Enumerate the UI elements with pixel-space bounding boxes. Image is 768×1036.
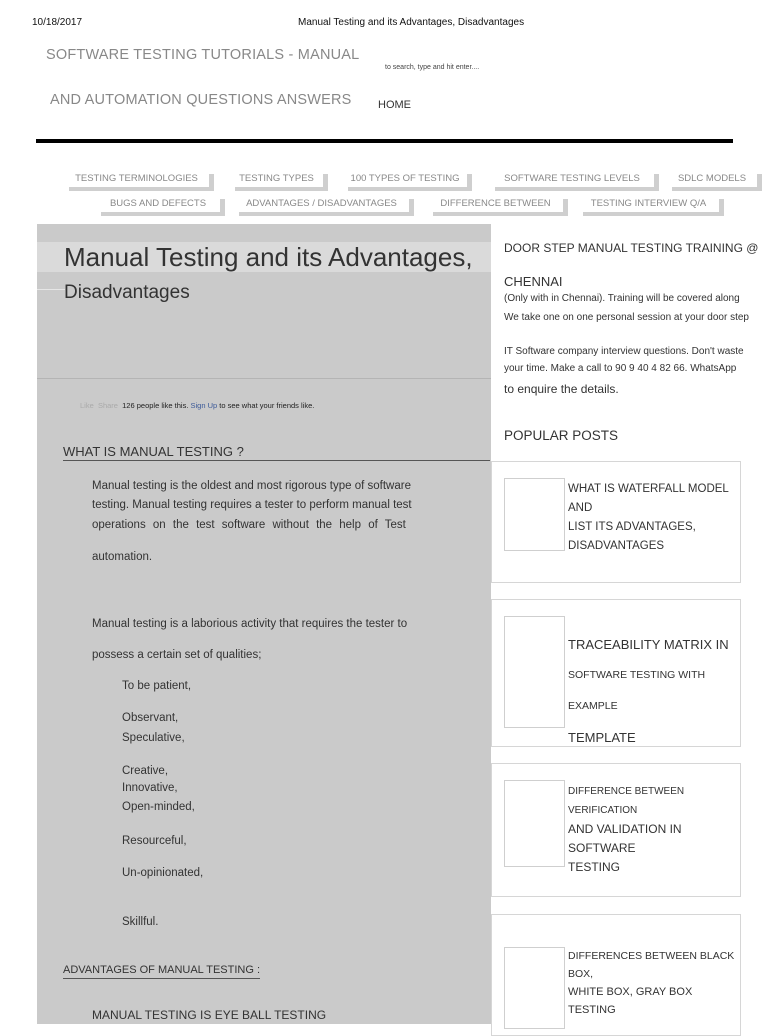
facebook-like-bar [80,401,314,410]
quality-item: Creative, [122,765,169,777]
popular-post-title-line: DISADVANTAGES [568,540,665,552]
paragraph-line: Manual testing is a laborious activity that requires the tester to [92,618,408,630]
popular-post-title[interactable] [568,480,740,556]
post-title-line-2: Disadvantages [64,282,190,303]
training-text-line: IT Software company interview questions. Don't waste [504,346,744,357]
post-title-line-1: Manual Testing and its Advantages, [64,242,473,272]
training-heading-line-1: DOOR STEP MANUAL TESTING TRAINING @ [504,241,759,255]
popular-post-title-line: AND VALIDATION IN SOFTWARE [568,822,682,855]
popular-post-title-line: DIFFERENCE BETWEEN VERIFICATION [568,786,685,816]
post-thumbnail[interactable] [504,616,565,728]
popular-post-card[interactable] [491,461,741,583]
popular-post-title-line: DIFFERENCES BETWEEN BLACK BOX, [568,950,735,980]
popular-posts-heading: POPULAR POSTS [504,428,619,443]
popular-post-title-line: TEMPLATE [568,730,636,745]
site-title-line-1[interactable]: SOFTWARE TESTING TUTORIALS - MANUAL [46,47,360,63]
nav-item-sdlc-models[interactable]: SDLC MODELS [667,170,757,187]
like-button[interactable]: Like [80,401,94,410]
signup-link[interactable]: Sign Up [190,401,218,410]
training-heading-line-2: CHENNAI [504,274,563,289]
popular-post-title[interactable] [568,947,740,1019]
popular-post-title-line: LIST ITS ADVANTAGES, [568,521,696,533]
nav-item-testing-interview-qa[interactable]: TESTING INTERVIEW Q/A [578,195,719,212]
paragraph-line: possess a certain set of qualities; [92,649,262,661]
popular-post-title-line: SOFTWARE TESTING WITH EXAMPLE [568,669,706,712]
paragraph-line: operations on the test software without the help of Test [92,519,406,531]
popular-post-title[interactable] [568,629,740,753]
title-separator [37,378,491,379]
nav-item-testing-types[interactable]: TESTING TYPES [230,170,323,187]
quality-item: Resourceful, [122,835,187,847]
like-count: 126 people like this. [122,401,189,410]
nav-home-link[interactable]: HOME [378,99,411,111]
header-divider [36,139,733,143]
section-heading-what-is-manual-testing: WHAT IS MANUAL TESTING ? [63,444,490,461]
section-heading-advantages: ADVANTAGES OF MANUAL TESTING : [63,964,260,979]
training-text-line: We take one on one personal session at your door step [504,312,749,323]
popular-post-title-line: WHITE BOX, GRAY BOX TESTING [568,986,693,1016]
quality-item: Innovative, [122,782,178,794]
training-text-line: your time. Make a call to 90 9 40 4 82 66. WhatsApp [504,363,737,374]
print-page-title: Manual Testing and its Advantages, Disadvantages [298,17,525,28]
quality-item: Open-minded, [122,801,195,813]
popular-post-card[interactable] [491,599,741,747]
subheading-eye-ball-testing: MANUAL TESTING IS EYE BALL TESTING [92,1008,327,1022]
nav-item-testing-terminologies[interactable]: TESTING TERMINOLOGIES [64,170,209,187]
paragraph-line: automation. [92,551,153,563]
paragraph-line: testing. Manual testing requires a tester to perform manual test [92,499,412,511]
post-thumbnail[interactable] [504,478,565,551]
nav-item-100-types-of-testing[interactable]: 100 TYPES OF TESTING [343,170,467,187]
post-thumbnail[interactable] [504,780,565,867]
popular-post-card[interactable] [491,763,741,897]
share-button[interactable]: Share [97,401,118,410]
nav-item-advantages-disadvantages[interactable]: ADVANTAGES / DISADVANTAGES [234,195,409,212]
popular-post-title-line: WHAT IS WATERFALL MODEL AND [568,483,729,514]
print-date: 10/18/2017 [32,17,83,28]
popular-post-title-line: TRACEABILITY MATRIX IN [568,637,729,652]
popular-post-card[interactable] [491,914,741,1036]
nav-item-bugs-and-defects[interactable]: BUGS AND DEFECTS [96,195,220,212]
quality-item: Un-opinionated, [122,867,204,879]
post-thumbnail[interactable] [504,947,565,1029]
quality-item: To be patient, [122,680,192,692]
search-input[interactable]: to search, type and hit enter.... [385,64,480,71]
title-accent-line [37,289,65,290]
popular-post-title[interactable] [568,782,740,877]
training-text-line: to enquire the details. [504,382,619,396]
nav-item-difference-between[interactable]: DIFFERENCE BETWEEN [428,195,563,212]
paragraph-line: Manual testing is the oldest and most rigorous type of software [92,480,411,492]
training-text-line: (Only with in Chennai). Training will be covered along [504,293,740,304]
quality-item: Speculative, [122,732,185,744]
popular-post-title-line: TESTING [568,860,621,874]
site-title-line-2[interactable]: AND AUTOMATION QUESTIONS ANSWERS [50,92,352,108]
like-caption: to see what your friends like. [219,401,315,410]
quality-item: Observant, [122,712,179,724]
nav-item-software-testing-levels[interactable]: SOFTWARE TESTING LEVELS [490,170,654,187]
quality-item: Skillful. [122,916,159,928]
